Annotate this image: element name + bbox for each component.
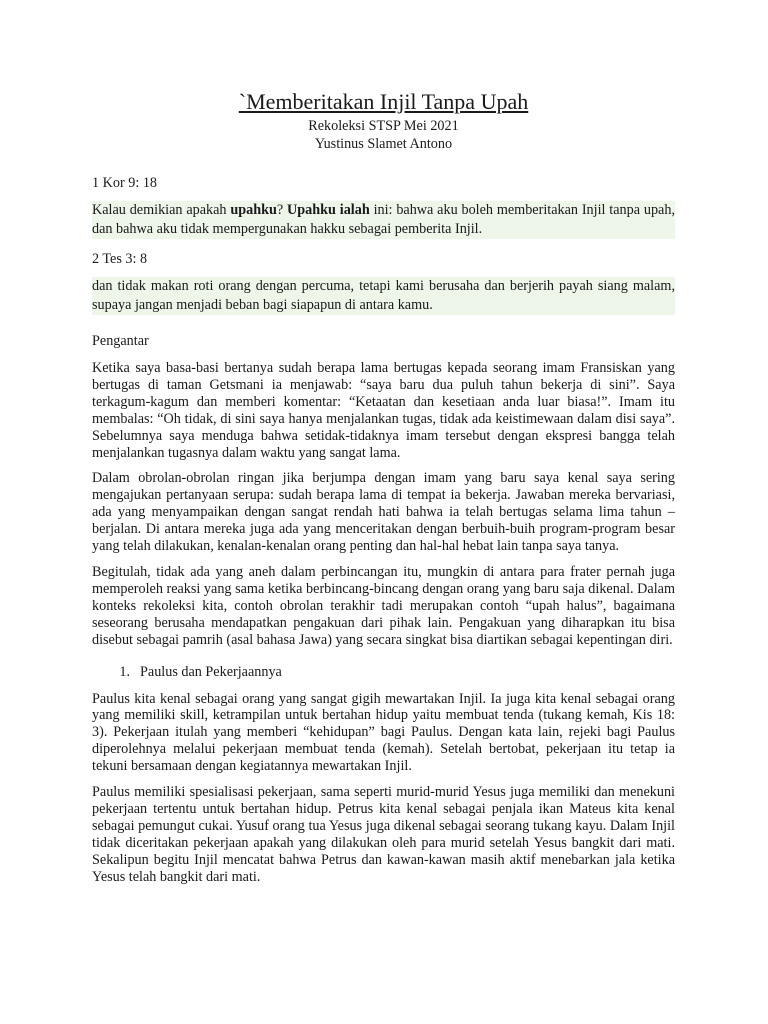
quote1-bold-2: Upahku ialah (287, 202, 370, 218)
scripture-reference-1: 1 Kor 9: 18 (92, 175, 158, 191)
section-number: 1. (119, 663, 130, 680)
document-subtitle-event: Rekoleksi STSP Mei 2021 (308, 118, 459, 134)
document-title: `Memberitakan Injil Tanpa Upah (238, 89, 529, 114)
section-title: Paulus dan Pekerjaannya (140, 663, 282, 680)
paragraph-1: Ketika saya basa-basi bertanya sudah berapa lama bertugas kepada seorang imam Fransiskan yang bertugas di taman Getsmani ia menjawab: “saya baru dua puluh tahun bekerja di sini”. Saya terkagum-kagum dan memberi komentar: “Ketaatan dan kesetiaan anda luar biasa!”. Imam itu membalas: “Oh tidak, di sini saya hanya menjalankan tugas, tidak ada keistimewaan dalam disi saya”. Sebelumnya saya menduga bahwa setidak-tidaknya imam tersebut dengan ekspresi bangga telah menjalankan tugasnya dalam waktu yang sangat lama. (92, 360, 675, 461)
document-author: Yustinus Slamet Antono (314, 136, 453, 152)
quote1-text-2: ? (276, 202, 288, 218)
paragraph-3: Begitulah, tidak ada yang aneh dalam perbincangan itu, mungkin di antara para frater pernah juga memperoleh reaksi yang sama ketika berbincang-bincang dengan orang yang baru saja dikenal. Dalam konteks rekoleksi kita, contoh obrolan terakhir tadi merupakan contoh “upah halus”, bagaimana seseorang berusaha mendapatkan pengakuan dari pihak lain. Pengakuan yang diharapkan itu bisa disebut sebagai pamrih (asal bahasa Jawa) yang secara singkat bisa diartikan sebagai kepentingan diri. (92, 563, 675, 648)
section-heading-intro: Pengantar (92, 333, 149, 349)
quote1-bold-1: upahku (230, 202, 277, 218)
paragraph-2: Dalam obrolan-obrolan ringan jika berjumpa dengan imam yang baru saya kenal saya sering mengajukan pertanyaan serupa: sudah berapa lama di tempat ia bekerja. Jawaban mereka bervariasi, ada yang menyampaikan dengan sangat rendah hati bahwa ia telah bertugas selama lima tahun – berjalan. Di antara mereka juga ada yang menceritakan dengan berbuih-buih program-program besar yang telah dilakukan, kenalan-kenalan orang penting dan hal-hal hebat lain tanpa saya tanya. (92, 470, 675, 555)
section-heading-1 (92, 664, 675, 681)
scripture-quote-2: dan tidak makan roti orang dengan percuma, tetapi kami berusaha dan berjerih payah siang malam, supaya jangan menjadi beban bagi siapapun di antara kamu. (92, 278, 675, 313)
paragraph-5: Paulus memiliki spesialisasi pekerjaan, sama seperti murid-murid Yesus juga memiliki dan menekuni pekerjaan tertentu untuk bertahan hidup. Petrus kita kenal sebagai penjala ikan Mateus kita kenal sebagai pemungut cukai. Yusuf orang tua Yesus juga dikenal sebagai seorang tukang kayu. Dalam Injil tidak diceritakan pekerjaan apakah yang dilakukan oleh para murid setelah Yesus bangkit dari mati. Sekalipun begitu Injil mencatat bahwa Petrus dan kawan-kawan masih aktif menebarkan jala ketika Yesus telah bangkit dari mati. (92, 784, 675, 885)
paragraph-4: Paulus kita kenal sebagai orang yang sangat gigih mewartakan Injil. Ia juga kita kenal sebagai orang yang memiliki skill, ketrampilan untuk bertahan hidup yaitu membuat tenda (tukang kemah, Kis 18: 3). Pekerjaan itulah yang memberi “kehidupan” bagi Paulus. Dengan kata lain, rejeki bagi Paulus diperolehnya melalui pekerjaan membuat tenda (kemah). Setelah bertobat, pekerjaan itu tetap ia tekuni bersamaan dengan kegiatannya mewartakan Injil. (92, 690, 675, 775)
scripture-quote-1 (92, 201, 675, 239)
scripture-reference-2: 2 Tes 3: 8 (92, 251, 148, 267)
quote1-text-3: ini: bahwa aku boleh memberitakan Injil tanpa upah, dan bahwa aku tidak mempergunakan hakku sebagai pemberita Injil. (92, 202, 675, 237)
quote1-text-1: Kalau demikian apakah (92, 202, 231, 218)
document-body (92, 89, 675, 894)
